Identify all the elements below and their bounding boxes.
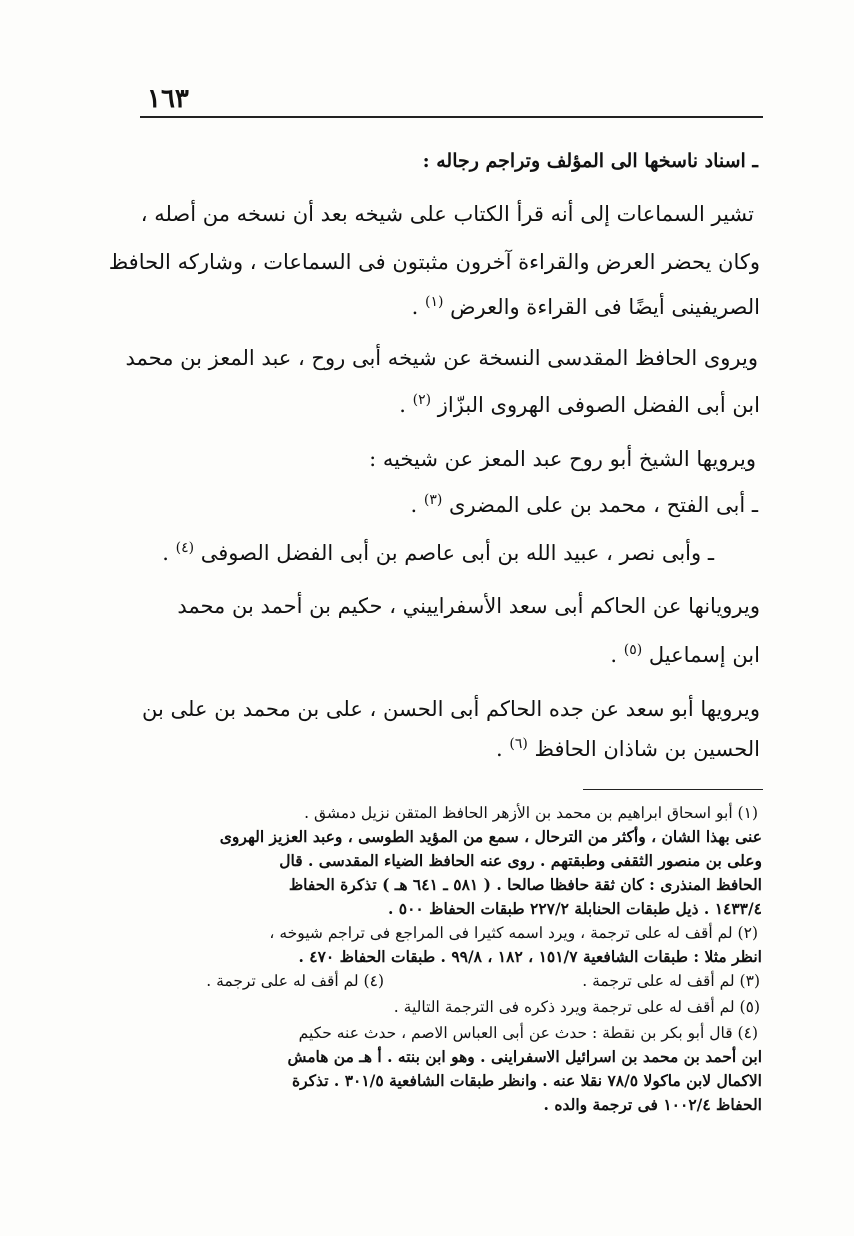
body-line: وكان يحضر العرض والقراءة آخرون مثبتون فى السماعات ، وشاركه الحافظ <box>108 250 760 274</box>
body-line-text: الحسين بن شاذان الحافظ <box>534 737 760 761</box>
page-number: ١٦٣ <box>147 84 189 114</box>
body-line: ويرويانها عن الحاكم أبى سعد الأسفراييني ، حكيم بن أحمد بن محمد <box>177 594 760 618</box>
body-line: ابن أبى الفضل الصوفى الهروى البزّاز $^{(٢)}$ . <box>399 392 760 417</box>
footnote-rule <box>583 789 763 790</box>
footnote-ref-5: (٥) <box>623 642 643 658</box>
body-line: ـ وأبى نصر ، عبيد الله بن أبى عاصم بن أبى الفضل الصوفى $^{(٤)}$ . <box>162 540 714 565</box>
footnote-line: (٣) لم أقف له على ترجمة . <box>582 972 760 990</box>
footnote-line: الحافظ المنذرى : كان ثقة حافظا صالحا . ( ٥٨١ ـ ٦٤١ هـ ) تذكرة الحفاظ <box>288 875 762 894</box>
header-rule <box>140 116 763 118</box>
footnote-line: عنى بهذا الشان ، وأكثر من الترحال ، سمع من المؤيد الطوسى ، وعبد العزيز الهروى <box>219 827 762 846</box>
body-line-text: ـ وأبى نصر ، عبيد الله بن أبى عاصم بن أبى الفضل الصوفى <box>200 541 714 565</box>
body-line: ويروى الحافظ المقدسى النسخة عن شيخه أبى روح ، عبد المعز بن محمد <box>125 346 758 370</box>
body-line-text: ابن إسماعيل <box>648 643 760 667</box>
footnote-line: وعلى بن منصور الثقفى وطبقتهم . روى عنه الحافظ الضياء المقدسى . قال <box>279 851 762 870</box>
footnote-line: الاكمال لابن ماكولا ٧٨/٥ نقلا عنه . وانظر طبقات الشافعية ٣٠١/٥ . تذكرة <box>292 1071 762 1090</box>
footnote-ref-3: (٣) <box>423 492 443 508</box>
footnote-line: الحفاظ ١٠٠٢/٤ فى ترجمة والده . <box>543 1095 762 1114</box>
footnote-line: (١) أبو اسحاق ابراهيم بن محمد بن الأزهر الحافظ المتقن نزيل دمشق . <box>304 804 758 822</box>
body-line: ـ أبى الفتح ، محمد بن على المضرى $^{(٣)}$ . <box>410 492 758 517</box>
footnote-ref-2: (٢) <box>412 392 432 408</box>
footnote-line: (٤) قال أبو بكر بن نقطة : حدث عن أبى العباس الاصم ، حدث عنه حكيم <box>298 1024 758 1042</box>
body-line: الحسين بن شاذان الحافظ $^{(٦)}$ . <box>496 736 760 761</box>
body-line: ابن إسماعيل $^{(٥)}$ . <box>610 642 760 667</box>
body-line-text: الصريفينى أيضًا فى القراءة والعرض <box>450 295 760 319</box>
body-line-text: ـ أبى الفتح ، محمد بن على المضرى <box>449 493 758 517</box>
footnote-line: ١٤٣٣/٤ . ذيل طبقات الحنابلة ٢٢٧/٢ طبقات الحفاظ ٥٠٠ . <box>387 899 762 918</box>
body-line: ويرويها الشيخ أبو روح عبد المعز عن شيخيه : <box>369 447 756 471</box>
body-line: الصريفينى أيضًا فى القراءة والعرض $^{(١)}$ . <box>411 294 760 319</box>
body-line: ويرويها أبو سعد عن جده الحاكم أبى الحسن ، على بن محمد بن على بن <box>142 697 760 721</box>
footnote-line: (٥) لم أقف له على ترجمة ويرد ذكره فى الترجمة التالية . <box>393 998 760 1016</box>
section-heading: ـ اسناد ناسخها الى المؤلف وتراجم رجاله : <box>422 150 758 172</box>
footnote-ref-4: (٤) <box>175 540 195 556</box>
footnote-line: (٢) لم أقف له على ترجمة ، ويرد اسمه كثيرا فى المراجع فى تراجم شيوخه ، <box>269 924 758 942</box>
footnote-line: انظر مثلا : طبقات الشافعية ١٥١/٧ ، ١٨٢ ، ٩٩/٨ . طبقات الحفاظ ٤٧٠ . <box>298 947 762 966</box>
footnote-line: (٤) لم أقف له على ترجمة . <box>206 972 384 990</box>
body-line-text: ابن أبى الفضل الصوفى الهروى البزّاز <box>437 393 760 417</box>
footnote-ref-1: (١) <box>425 294 444 310</box>
body-line: تشير السماعات إلى أنه قرأ الكتاب على شيخه بعد أن نسخه من أصله ، <box>140 202 754 226</box>
footnote-ref-6: (٦) <box>509 736 528 752</box>
footnote-line: ابن أحمد بن محمد بن اسرائيل الاسفراينى . وهو ابن بنته . أ هـ من هامش <box>287 1047 762 1066</box>
